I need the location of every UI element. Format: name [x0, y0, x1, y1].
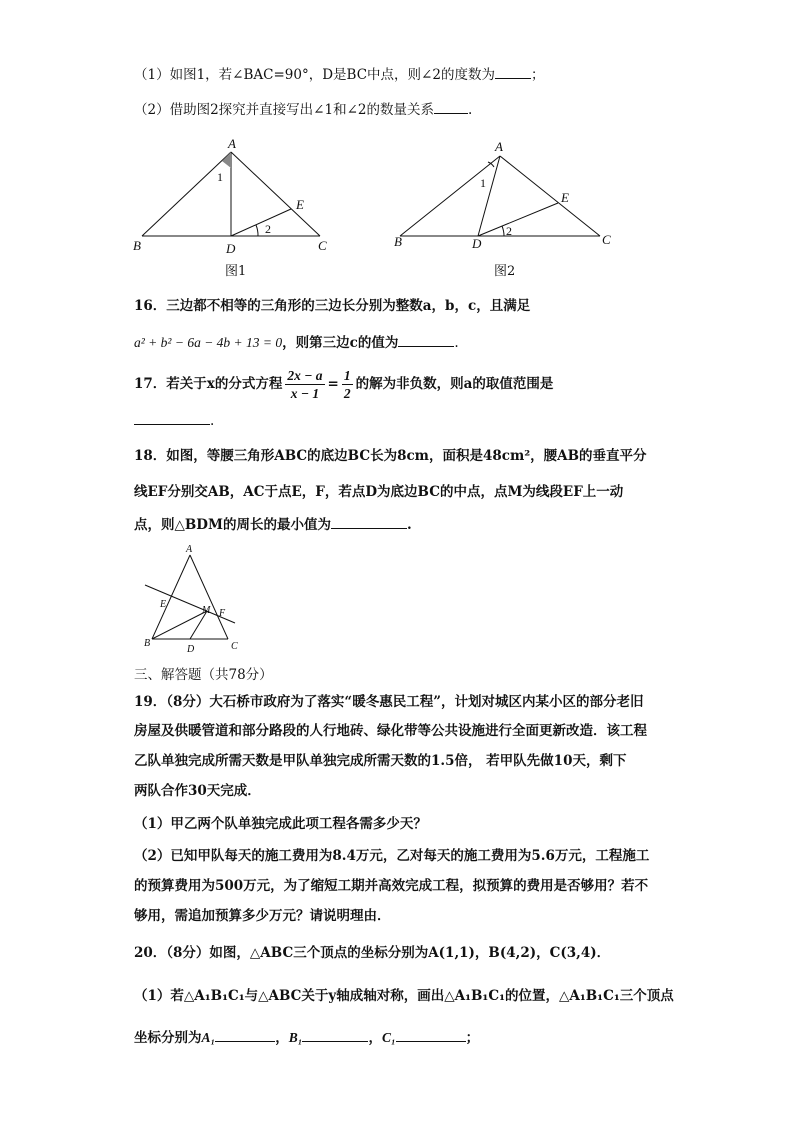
q15-part1: （1）如图1，若∠BAC=90°，D是BC中点，则∠2的度数为 ； — [134, 64, 544, 85]
fig2-angle2-arc — [502, 226, 504, 236]
q17-fraction-left: $\frac{2x - a}{x - 1}$ — [287, 368, 323, 401]
q17-line1: 17．若关于x的分式方程 $\frac{2x - a}{x - 1}$ = $\frac{1}{2}$ 的解为非负数，则a的取值范围是 — [134, 368, 554, 401]
fig1-label-angle2: 2 — [265, 222, 271, 236]
q19-sub2-line1: （2）已知甲队每天的施工费用为8.4万元，乙对每天的施工费用为5.6万元，工程施工 — [134, 848, 650, 864]
fig1-side-ab — [142, 152, 231, 236]
answer-blank-a1 — [215, 1027, 275, 1042]
fig3-label-f: F — [219, 608, 226, 619]
answer-blank — [398, 332, 454, 347]
fig3-side-ab — [152, 555, 190, 639]
fig2-label-angle2: 2 — [506, 224, 512, 238]
q17-line2: . — [134, 410, 214, 431]
q19-line2: 房屋及供暖管道和部分路段的人行地砖、绿化带等公共设施进行全面更新改造．该工程 — [134, 723, 647, 739]
q19-line1: 19．（8分）大石桥市政府为了落实“暖冬惠民工程”，计划对城区内某小区的部分老旧 — [134, 694, 644, 710]
q19-sub2-line2: 的预算费用为500万元，为了缩短工期并高效完成工程，拟预算的费用是否够用？若不 — [134, 878, 649, 894]
fig1-label-angle1: 1 — [217, 170, 223, 184]
q19-line4: 两队合作30天完成． — [134, 783, 261, 799]
fig1-label-e: E — [296, 197, 304, 212]
fig2-label-a: A — [495, 139, 503, 154]
fig2-label-e: E — [561, 190, 569, 205]
answer-blank-b1 — [302, 1027, 368, 1042]
fig1-angle1-shade — [222, 152, 231, 168]
fig2-label-d: D — [472, 236, 482, 251]
answer-blank — [495, 64, 531, 79]
fig3-label-e: E — [160, 599, 167, 610]
fig1-caption: 图1 — [225, 264, 247, 279]
q19-sub1: （1）甲乙两个队单独完成此项工程各需多少天？ — [134, 816, 427, 832]
fig2-segment-ad — [478, 156, 500, 236]
q18-line2: 线EF分别交AB，AC于点E，F，若点D为底边BC的中点，点M为线段EF上一动 — [134, 484, 624, 500]
fig2-label-angle1: 1 — [480, 176, 486, 190]
q18-line3: 点，则△BDM的周长的最小值为 . — [134, 514, 412, 535]
q16-line2: a² + b² − 6a − 4b + 13 = 0，则第三边c的值为 . — [134, 332, 459, 353]
fig2-label-b: B — [394, 234, 402, 249]
q20-sub1-line2: 坐标分别为A₁ ，B₁ ，C₁ ； — [134, 1027, 479, 1048]
fig2-caption: 图2 — [494, 264, 516, 279]
q17-fraction-right: $\frac{1}{2}$ — [343, 368, 351, 401]
figure-2 — [388, 138, 618, 258]
answer-blank — [134, 410, 210, 425]
q19-line3: 乙队单独完成所需天数是甲队单独完成所需天数的1.5倍， 若甲队先做10天，剩下 — [134, 753, 627, 769]
fig1-side-ac — [231, 152, 320, 236]
fig1-label-a: A — [228, 138, 236, 151]
fig2-side-ac — [500, 156, 600, 236]
fig2-label-c: C — [602, 232, 611, 247]
fig1-segment-de — [231, 209, 291, 236]
fig3-label-a: A — [186, 544, 193, 555]
figure-3 — [140, 543, 250, 658]
fig3-label-m: M — [202, 605, 211, 616]
fig3-side-ac — [190, 555, 228, 639]
q16-line1: 16．三边都不相等的三角形的三边长分别为整数a，b，c，且满足 — [134, 298, 531, 314]
fig1-label-d: D — [226, 241, 236, 256]
section-title: 三、解答题（共78分） — [134, 667, 273, 683]
fig3-label-b: B — [144, 638, 151, 649]
answer-blank — [331, 514, 407, 529]
q20-sub1-line1: （1）若△A₁B₁C₁与△ABC关于y轴成轴对称，画出△A₁B₁C₁的位置，△A₁B₁C₁三个顶点 — [134, 988, 674, 1004]
q20-line1: 20．（8分）如图，△ABC三个顶点的坐标分别为A(1,1)，B(4,2)，C(3,4)． — [134, 945, 611, 961]
q19-sub2-line3: 够用，需追加预算多少万元？请说明理由． — [134, 908, 391, 924]
fig1-label-b: B — [133, 238, 141, 253]
fig1-angle2-arc — [256, 225, 258, 236]
q18-line1: 18．如图，等腰三角形ABC的底边BC长为8cm，面积是48cm²，腰AB的垂直平分 — [134, 448, 647, 464]
fig2-side-ab — [400, 156, 500, 236]
answer-blank-c1 — [396, 1027, 466, 1042]
fig3-label-c: C — [231, 641, 238, 652]
answer-blank — [434, 99, 468, 114]
fig1-label-c: C — [318, 238, 327, 253]
figure-1 — [130, 138, 340, 258]
fig2-segment-de — [478, 203, 558, 236]
fig3-label-d: D — [187, 644, 195, 655]
q15-part2: （2）借助图2探究并直接写出∠1和∠2的数量关系 . — [134, 99, 472, 120]
